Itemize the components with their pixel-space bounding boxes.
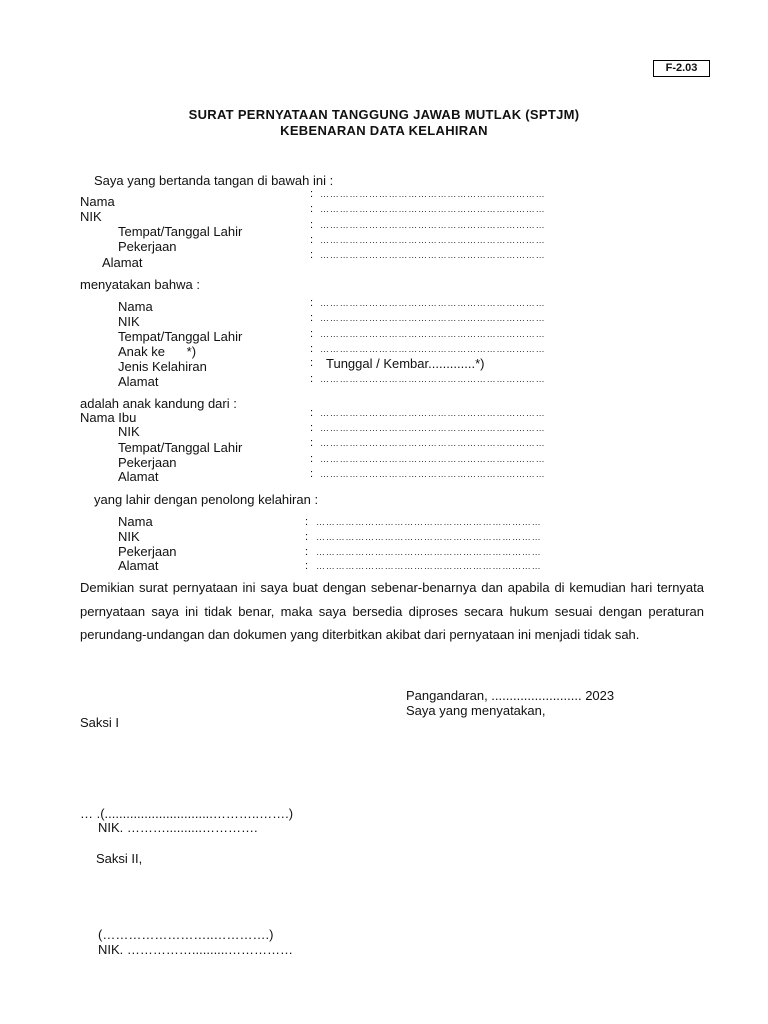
colon: : [310,312,314,324]
colon: : [310,219,314,231]
mother-section-label: adalah anak kandung dari : [80,396,237,411]
helper-section-label: yang lahir dengan penolong kelahiran : [94,492,319,507]
declarant-nik-field[interactable]: …………………………………………………………… [320,204,546,214]
mother-nik-field[interactable]: …………………………………………………………… [320,423,546,433]
child-birth-type-value: Tunggal / Kembar.............*) [326,356,485,371]
declarant-job-label: Pekerjaan [118,239,177,254]
form-code-badge: F-2.03 [653,60,710,77]
colon: : [310,234,314,246]
signer-label: Saya yang menyatakan, [406,703,546,718]
colon: : [305,546,309,558]
child-nik-field[interactable]: …………………………………………………………… [320,313,546,323]
child-order-label: Anak ke *) [118,344,197,359]
child-address-field[interactable]: …………………………………………………………… [320,374,546,384]
child-address-label: Alamat [118,374,159,389]
mother-address-label: Alamat [118,469,159,484]
colon: : [305,531,309,543]
statement-label: menyatakan bahwa : [80,277,200,292]
mother-ttl-field[interactable]: …………………………………………………………… [320,438,546,448]
colon: : [310,422,314,434]
mother-ttl-label: Tempat/Tanggal Lahir [118,440,243,455]
place-date: Pangandaran, ......................... 2023 [406,688,615,703]
declarant-address-label: Alamat [102,255,143,270]
helper-address-field[interactable]: …………………………………………………………… [316,561,542,571]
colon: : [310,373,314,385]
mother-address-field[interactable]: …………………………………………………………… [320,469,546,479]
child-birth-type-label: Jenis Kelahiran [118,359,207,374]
mother-name-field[interactable]: …………………………………………………………… [320,408,546,418]
helper-job-field[interactable]: …………………………………………………………… [316,547,542,557]
declarant-ttl-label: Tempat/Tanggal Lahir [118,224,243,239]
colon: : [310,297,314,309]
declarant-name-field[interactable]: …………………………………………………………… [320,189,546,199]
intro-text: Saya yang bertanda tangan di bawah ini : [94,173,334,188]
declarant-name-label: Nama [80,194,115,209]
witness1-signature-line[interactable]: … .(..............................………..…….) [80,806,294,821]
mother-job-field[interactable]: …………………………………………………………… [320,454,546,464]
colon: : [305,560,309,572]
colon: : [310,468,314,480]
witness2-signature-line[interactable]: (……………………..………….) [98,927,274,942]
child-ttl-field[interactable]: …………………………………………………………… [320,329,546,339]
mother-nik-label: NIK [118,424,140,439]
witness2-nik: NIK. ……………..........…………… [98,942,294,957]
colon: : [310,188,314,200]
colon: : [305,516,309,528]
helper-name-field[interactable]: …………………………………………………………… [316,517,542,527]
document-title: SURAT PERNYATAAN TANGGUNG JAWAB MUTLAK (SPTJM) [188,107,580,122]
declarant-job-field[interactable]: …………………………………………………………… [320,235,546,245]
colon: : [310,357,314,369]
child-name-label: Nama [118,299,153,314]
helper-address-label: Alamat [118,558,159,573]
mother-name-label: Nama Ibu [80,410,137,425]
child-ttl-label: Tempat/Tanggal Lahir [118,329,243,344]
witness1-label: Saksi I [80,715,120,730]
child-name-field[interactable]: …………………………………………………………… [320,298,546,308]
child-order-field[interactable]: …………………………………………………………… [320,344,546,354]
witness1-nik: NIK. ………..........…………. [98,820,258,835]
helper-job-label: Pekerjaan [118,544,177,559]
colon: : [310,343,314,355]
child-nik-label: NIK [118,314,140,329]
colon: : [310,249,314,261]
declarant-address-field[interactable]: …………………………………………………………… [320,250,546,260]
document-subtitle: KEBENARAN DATA KELAHIRAN [280,123,488,138]
mother-job-label: Pekerjaan [118,455,177,470]
colon: : [310,407,314,419]
colon: : [310,453,314,465]
declarant-ttl-field[interactable]: …………………………………………………………… [320,220,546,230]
colon: : [310,328,314,340]
colon: : [310,437,314,449]
colon: : [310,203,314,215]
declarant-nik-label: NIK [80,209,102,224]
closing-paragraph: Demikian surat pernyataan ini saya buat dengan sebenar-benarnya dan apabila di kemudian hari ternyata pernyataan saya ini tidak benar, maka saya bersedia diproses secara hukum sesuai dengan peraturan perundang-undangan dan dokumen yang diterbitkan akibat dari pernyataan ini menjadi tidak sah. [80,580,704,642]
helper-nik-field[interactable]: …………………………………………………………… [316,532,542,542]
helper-name-label: Nama [118,514,153,529]
helper-nik-label: NIK [118,529,140,544]
witness2-label: Saksi II, [96,851,143,866]
